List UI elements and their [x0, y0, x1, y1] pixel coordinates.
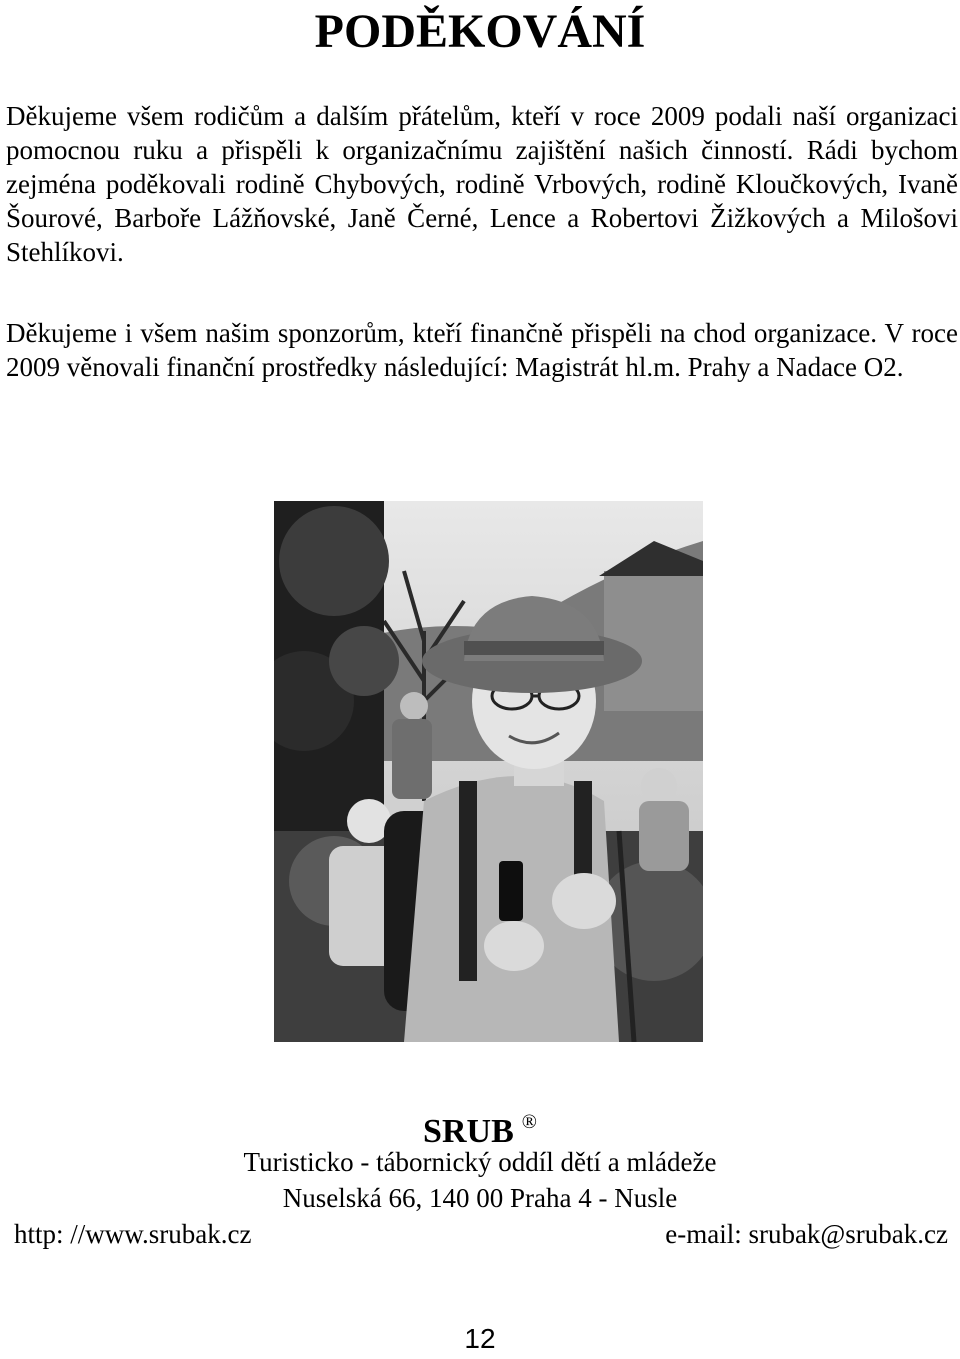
email-link[interactable]: e-mail: srubak@srubak.cz	[665, 1219, 948, 1249]
registered-mark: ®	[521, 1111, 537, 1133]
photo-scout-boy	[274, 501, 703, 1042]
sponsors-paragraph: Děkujeme i všem našim sponzorům, kteří finančně přispěli na chod organizace. V roce 2009 věnovali finanční prostředky následující: Magistrát hl.m. Prahy a Nadace O2.	[6, 318, 958, 382]
organization-subtitle: Turisticko - tábornický oddíl dětí a mládeže	[243, 1147, 717, 1177]
page-number: 12	[464, 1323, 496, 1354]
organization-name-text: SRUB	[423, 1113, 514, 1150]
thanks-paragraph: Děkujeme všem rodičům a dalším přátelům, kteří v roce 2009 podali naší organizaci pomocnou ruku a přispěli k organizačnímu zajištění našich činností. Rádi bychom zejména poděkovali rodině Chybových, rodině Vrbových, rodině Kloučkových, Ivaně Šourové, Barboře Lážňovské, Janě Černé, Lence a Robertovi Žižkových a Milošovi Stehlíkovi.	[6, 101, 958, 267]
page-title: PODĚKOVÁNÍ	[314, 5, 646, 58]
organization-address: Nuselská 66, 140 00 Praha 4 - Nusle	[282, 1183, 678, 1213]
website-link[interactable]: http: //www.srubak.cz	[14, 1219, 252, 1249]
